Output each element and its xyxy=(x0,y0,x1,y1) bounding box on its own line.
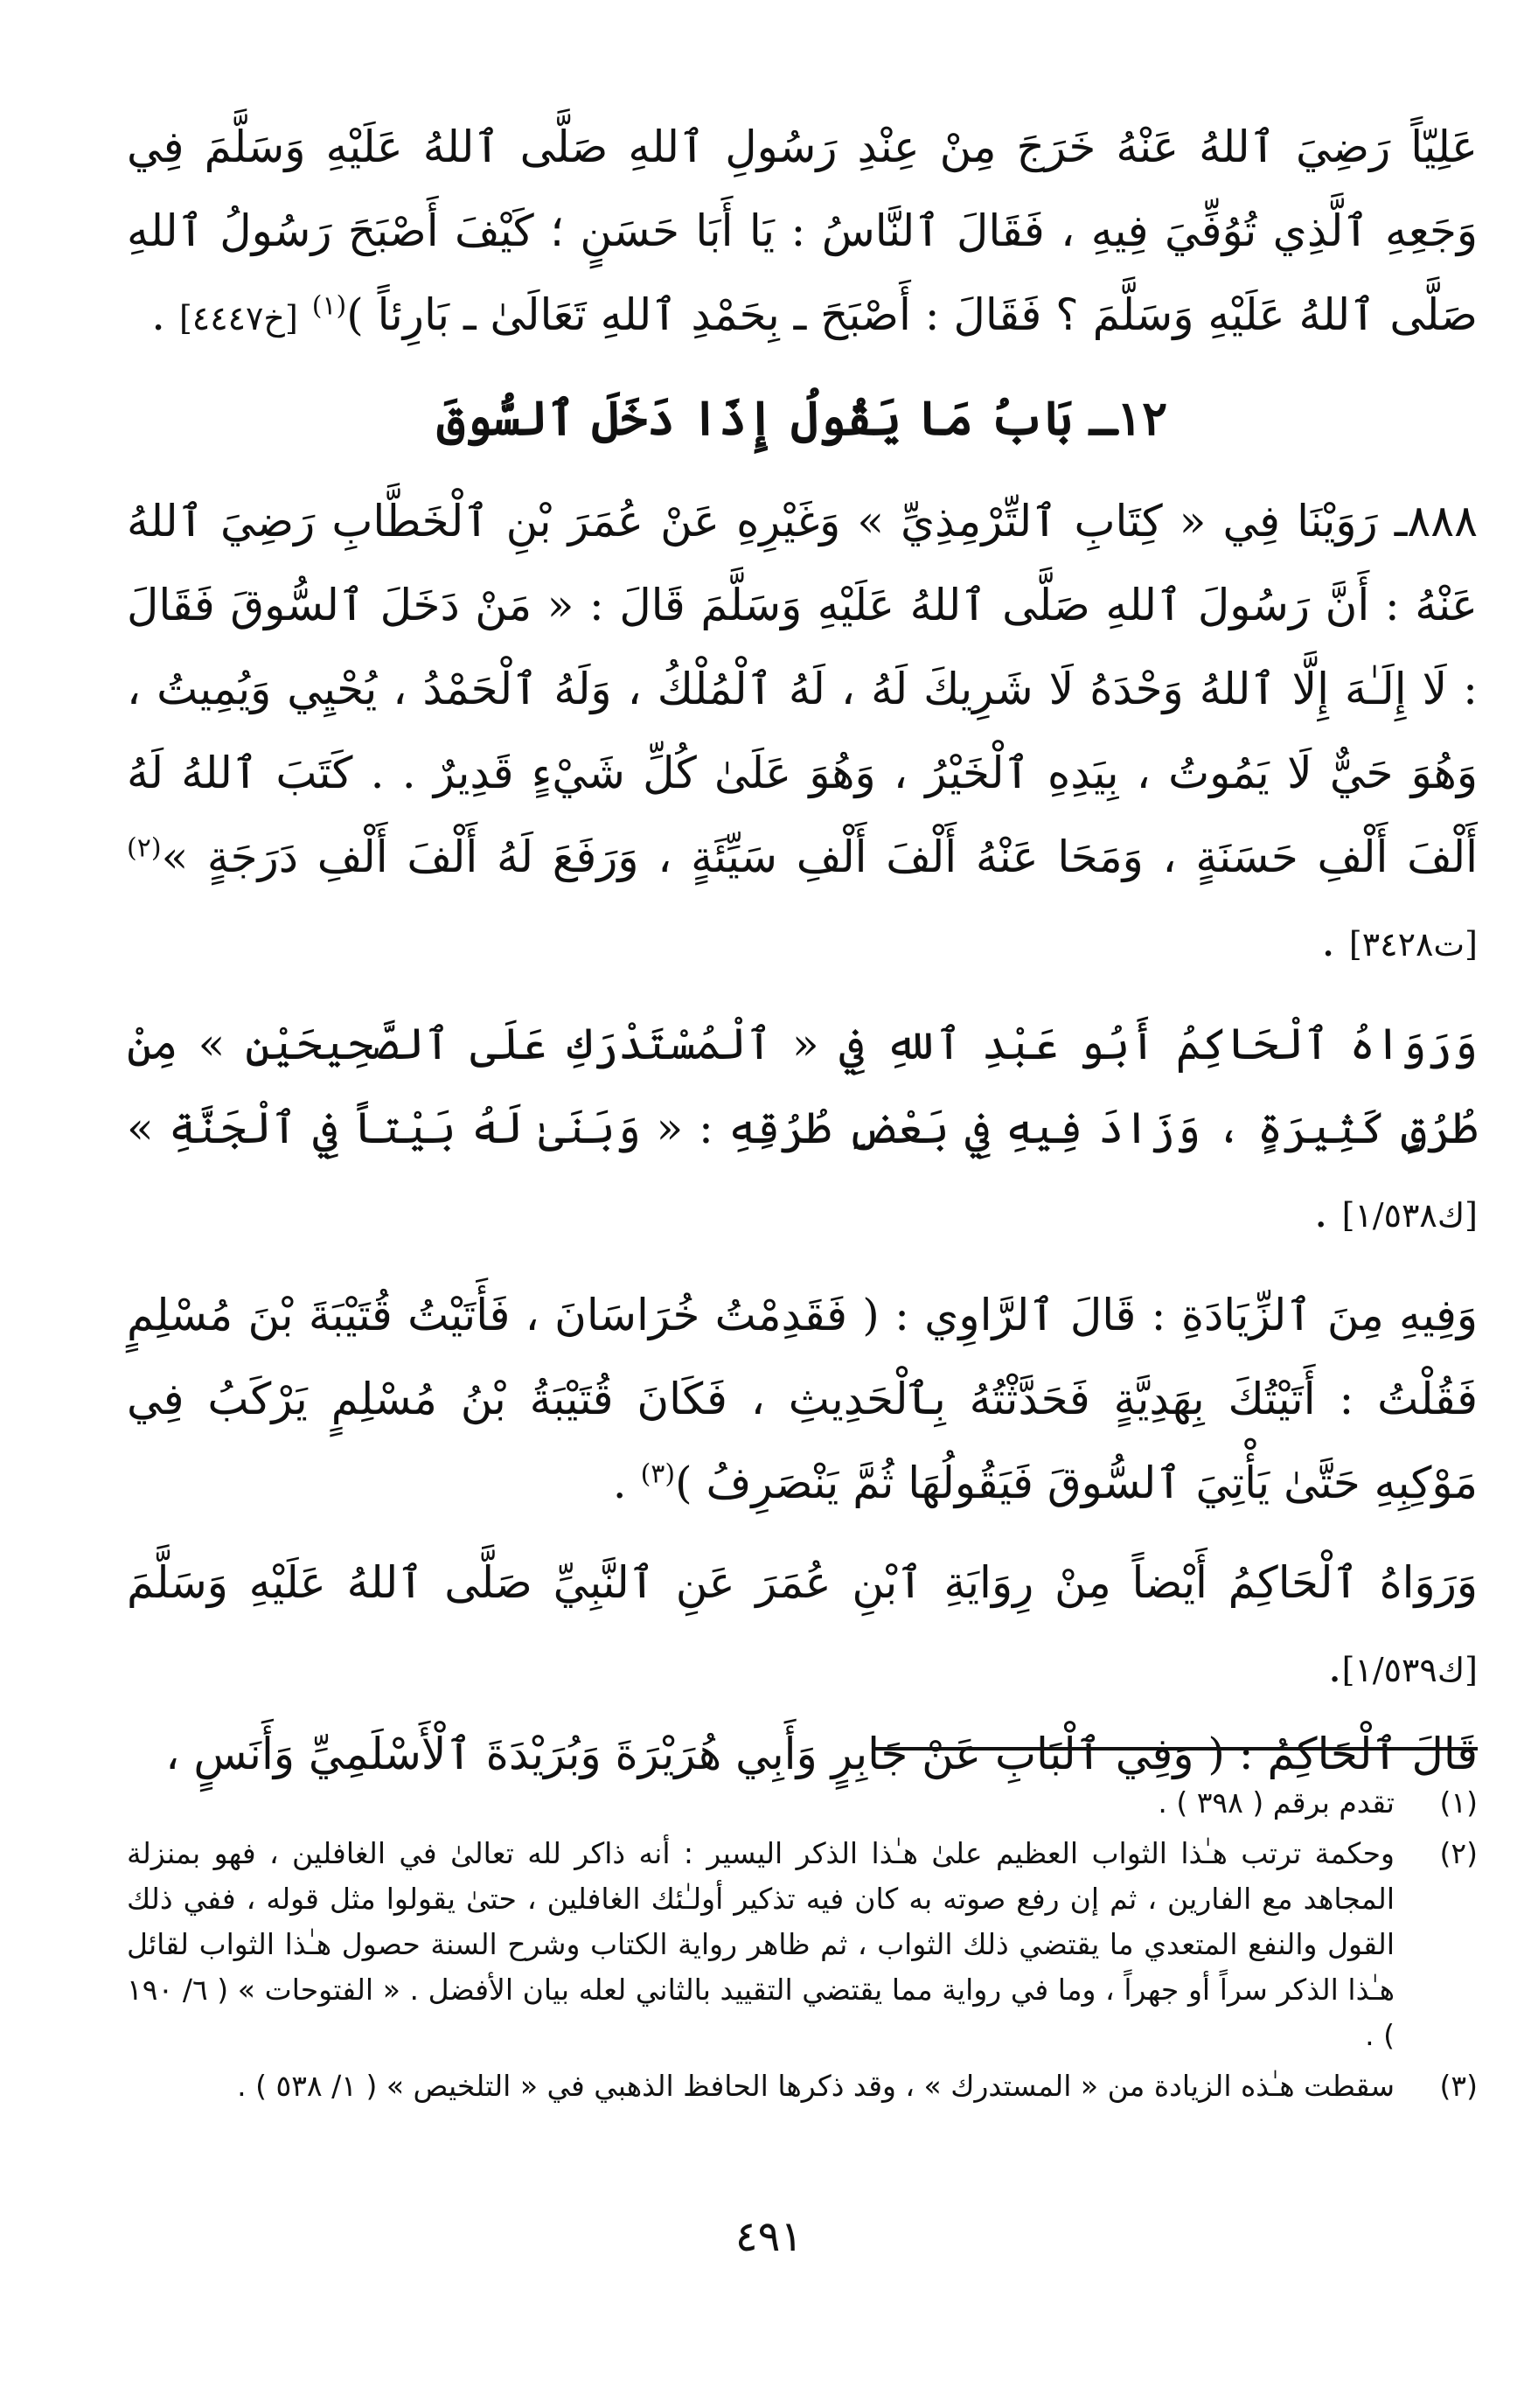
source-reference: [ك١/٥٣٨] xyxy=(1341,1196,1478,1235)
paragraph-end: . xyxy=(1321,915,1349,966)
footnote-2 xyxy=(127,1831,1478,2058)
footnote-1 xyxy=(127,1780,1478,1826)
footnote-3 xyxy=(127,2064,1478,2109)
footnote-number: (٢) xyxy=(1439,1836,1478,1870)
paragraph-4-text: وَفِيهِ مِنَ ٱلزِّيَادَةِ : قَالَ ٱلرَّاوِي : ( فَقَدِمْتُ خُرَاسَانَ ، فَأَتَيْتُ قُتَيْبَةَ بْنَ مُسْلِمٍ فَقُلْتُ : أَتَيْتُكَ بِهَدِيَّةٍ فَحَدَّثْتُهُ بِٱلْحَدِيثِ ، فَكَانَ قُتَيْبَةُ بْنُ مُسْلِمٍ يَرْكَبُ فِي مَوْكِبِهِ حَتَّىٰ يَأْتِيَ ٱلسُّوقَ فَيَقُولُهَا ثُمَّ يَنْصَرِفُ ) xyxy=(127,1290,1478,1508)
footnote-separator xyxy=(874,1747,1478,1750)
paragraph-5 xyxy=(127,1541,1478,1712)
paragraph-4 xyxy=(127,1273,1478,1525)
paragraph-end: . xyxy=(1313,1187,1342,1237)
paragraph-3-text: وَرَوَاهُ ٱلْحَاكِمُ أَبُو عَبْدِ ٱللهِ فِي « ٱلْمُسْتَدْرَكِ عَلَى ٱلصَّحِيحَيْنِ » مِنْ طُرُقٍ كَثِيرَةٍ ، وَزَادَ فِيهِ فِي بَعْضِ طُرُقِهِ : « وَبَنَىٰ لَهُ بَيْتاً فِي ٱلْجَنَّةِ » xyxy=(127,1019,1478,1153)
page-number: ٤٩١ xyxy=(734,2212,804,2261)
footnote-text: سقطت هـٰذه الزيادة من « المستدرك » ، وقد ذكرها الحافظ الذهبي في « التلخيص » ( ١/ ٥٣٨ ) . xyxy=(237,2069,1395,2103)
source-reference: [خ٤٤٤٧] xyxy=(178,299,298,338)
paragraph-1 xyxy=(127,105,1478,360)
paragraph-5-text: وَرَوَاهُ ٱلْحَاكِمُ أَيْضاً مِنْ رِوَايَةِ ٱبْنِ عُمَرَ عَنِ ٱلنَّبِيِّ صَلَّى ٱللهُ عَلَيْهِ وَسَلَّمَ xyxy=(127,1557,1478,1608)
paragraph-end: . xyxy=(612,1458,641,1508)
paragraph-1-text: عَلِيّاً رَضِيَ ٱللهُ عَنْهُ خَرَجَ مِنْ عِنْدِ رَسُولِ ٱللهِ صَلَّى ٱللهُ عَلَيْهِ وَسَلَّمَ فِي وَجَعِهِ ٱلَّذِي تُوُفِّيَ فِيهِ ، فَقَالَ ٱلنَّاسُ : يَا أَبَا حَسَنٍ ؛ كَيْفَ أَصْبَحَ رَسُولُ ٱللهِ صَلَّى ٱللهُ عَلَيْهِ وَسَلَّمَ ؟ فَقَالَ : أَصْبَحَ ـ بِحَمْدِ ٱللهِ تَعَالَىٰ ـ بَارِئاً ) xyxy=(127,122,1478,340)
chapter-heading: ١٢ـ بَابُ مَا يَقُولُ إِذَا دَخَلَ ٱلسُّوقَ xyxy=(436,390,1168,446)
main-text xyxy=(127,105,1478,1796)
paragraph-6: قَالَ ٱلْحَاكِمُ : ( وَفِي ٱلْبَابِ عَنْ جَابِرٍ وَأَبِي هُرَيْرَةَ وَبُرَيْدَةَ ٱلْأَسْلَمِيِّ وَأَنَسٍ ، xyxy=(165,1729,1478,1779)
footnote-marker-3: (٣) xyxy=(640,1458,676,1490)
paragraph-end: . xyxy=(151,289,179,340)
paragraph-end: . xyxy=(1327,1641,1342,1692)
footnote-number: (١) xyxy=(1439,1785,1478,1820)
paragraph-2-text: ٨٨٨ـ رَوَيْنَا فِي « كِتَابِ ٱلتِّرْمِذِيِّ » وَغَيْرِهِ عَنْ عُمَرَ بْنِ ٱلْخَطَّابِ رَضِيَ ٱللهُ عَنْهُ : أَنَّ رَسُولَ ٱللهِ صَلَّى ٱللهُ عَلَيْهِ وَسَلَّمَ قَالَ : « مَنْ دَخَلَ ٱلسُّوقَ فَقَالَ : لَا إِلَـٰهَ إِلَّا ٱللهُ وَحْدَهُ لَا شَرِيكَ لَهُ ، لَهُ ٱلْمُلْكُ ، وَلَهُ ٱلْحَمْدُ ، يُحْيِي وَيُمِيتُ ، وَهُوَ حَيٌّ لَا يَمُوتُ ، بِيَدِهِ ٱلْخَيْرُ ، وَهُوَ عَلَىٰ كُلِّ شَيْءٍ قَدِيرٌ . . كَتَبَ ٱللهُ لَهُ أَلْفَ أَلْفِ حَسَنَةٍ ، وَمَحَا عَنْهُ أَلْفَ أَلْفِ سَيِّئَةٍ ، وَرَفَعَ لَهُ أَلْفَ أَلْفِ دَرَجَةٍ » xyxy=(127,496,1478,882)
footnote-text: وحكمة ترتب هـٰذا الثواب العظيم علىٰ هـٰذا الذكر اليسير : أنه ذاكر لله تعالىٰ في الغافلين ، فهو بمنزلة المجاهد مع الفارين ، ثم إن رفع صوته به كان فيه تذكير أولـٰئك الغافلين ، حتىٰ يقولوا مثل قوله ، ففي ذلك القول والنفع المتعدي ما يقتضي ذلك الثواب ، ثم ظاهر رواية الكتاب وشرح السنة حصول هـٰذا الثواب لقائل هـٰذا الذكر سراً أو جهراً ، وما في رواية مما يقتضي التقييد بالثاني لعله بيان الأفضل . « الفتوحات » ( ٦/ ١٩٠ ) . xyxy=(127,1836,1395,2052)
source-reference: [ت٣٤٢٨] xyxy=(1348,925,1478,964)
paragraph-3 xyxy=(127,1002,1478,1257)
footnotes xyxy=(127,1780,1478,2114)
paragraph-2 xyxy=(127,479,1478,986)
footnote-text: تقدم برقم ( ٣٩٨ ) . xyxy=(1158,1785,1395,1820)
footnote-number: (٣) xyxy=(1439,2069,1478,2103)
footnote-marker-1: (١) xyxy=(311,290,347,322)
footnote-marker-2: (٢) xyxy=(127,832,162,864)
source-reference: [ك١/٥٣٩] xyxy=(1341,1651,1478,1689)
